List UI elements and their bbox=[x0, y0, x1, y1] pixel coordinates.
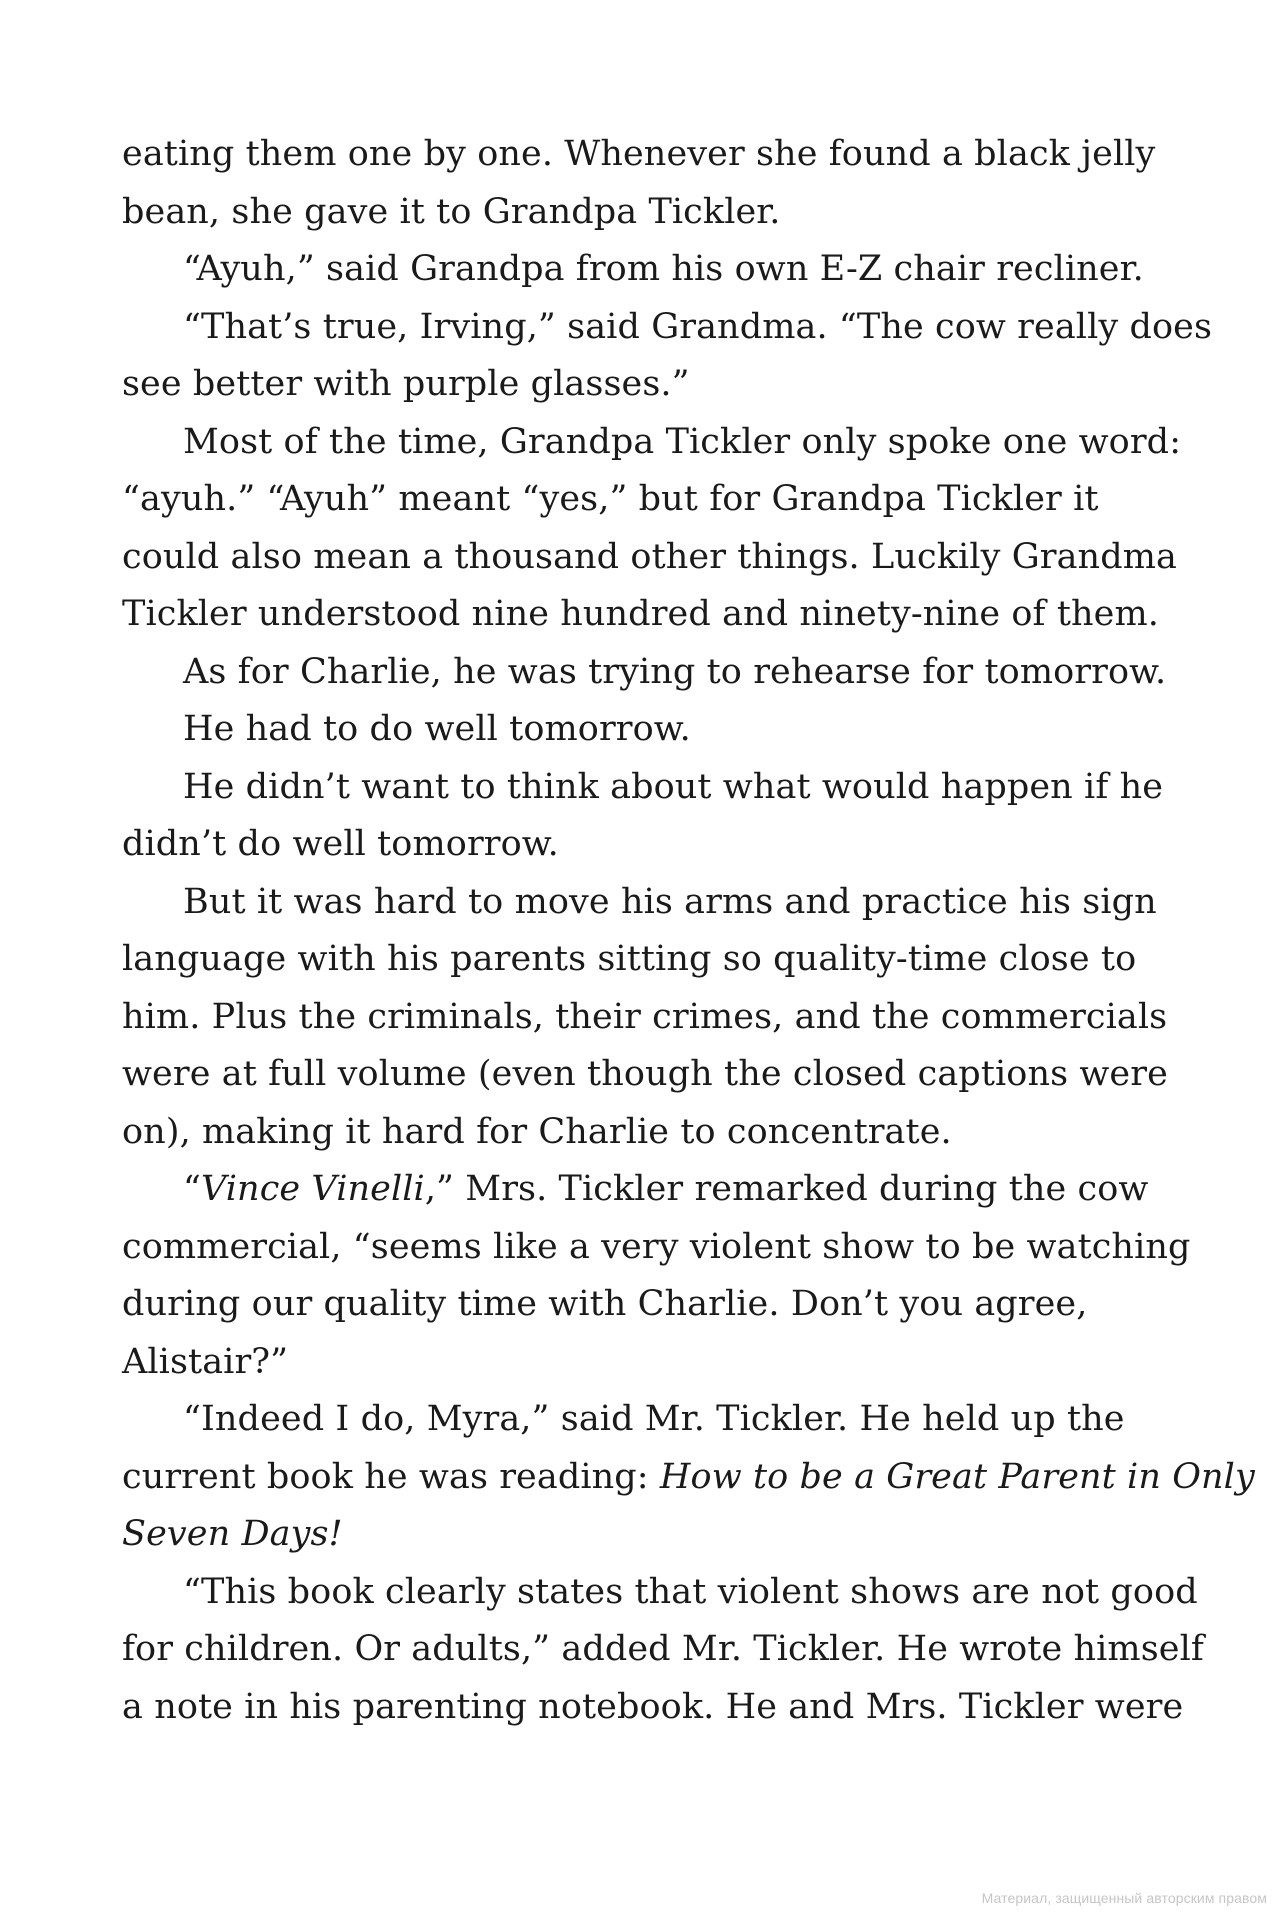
text-line: could also mean a thousand other things. Luckily Grandma bbox=[122, 536, 1177, 577]
show-title-italic: Vince Vinelli bbox=[201, 1169, 425, 1209]
text-line: He had to do well tomorrow. bbox=[183, 709, 691, 749]
text-line: eating them one by one. Whenever she found a black jelly bbox=[122, 134, 1156, 174]
text-line: “That’s true, Irving,” said Grandma. “The cow really does bbox=[183, 306, 1213, 347]
text-line: see better with purple glasses.” bbox=[122, 364, 690, 404]
text-line: were at full volume (even though the closed captions were bbox=[122, 1054, 1168, 1094]
text-line: Alistair?” bbox=[122, 1341, 289, 1382]
text-line: a note in his parenting notebook. He and Mrs. Tickler were bbox=[122, 1686, 1184, 1727]
text-segment: “ bbox=[183, 1169, 201, 1209]
text-line: during our quality time with Charlie. Don’t you agree, bbox=[122, 1284, 1088, 1324]
text-line bbox=[122, 1161, 1162, 1219]
book-page-body bbox=[122, 126, 1255, 1736]
text-line: on), making it hard for Charlie to concentrate. bbox=[122, 1111, 952, 1152]
text-segment: ,” Mrs. Tickler remarked during the cow bbox=[424, 1169, 1149, 1209]
text-line: “ayuh.” “Ayuh” meant “yes,” but for Grandpa Tickler it bbox=[122, 479, 1099, 519]
text-line: didn’t do well tomorrow. bbox=[122, 824, 559, 864]
text-line: for children. Or adults,” added Mr. Tickler. He wrote himself bbox=[122, 1629, 1204, 1669]
text-line: But it was hard to move his arms and practice his sign bbox=[183, 881, 1157, 922]
text-line: Most of the time, Grandpa Tickler only spoke one word: bbox=[183, 421, 1182, 462]
text-line: Tickler understood nine hundred and ninety-nine of them. bbox=[122, 594, 1159, 634]
text-line: him. Plus the criminals, their crimes, and the commercials bbox=[122, 996, 1168, 1037]
text-line bbox=[122, 1449, 1255, 1507]
text-line: “This book clearly states that violent shows are not good bbox=[183, 1571, 1198, 1612]
text-line: He didn’t want to think about what would happen if he bbox=[183, 766, 1164, 807]
book-title-italic-line: Seven Days! bbox=[122, 1514, 343, 1554]
text-line: “Ayuh,” said Grandpa from his own E-Z chair recliner. bbox=[183, 249, 1144, 289]
text-line: “Indeed I do, Myra,” said Mr. Tickler. He held up the bbox=[183, 1399, 1125, 1439]
text-line: bean, she gave it to Grandpa Tickler. bbox=[122, 191, 781, 232]
book-title-italic: How to be a Great Parent in Only bbox=[659, 1456, 1255, 1497]
text-line: commercial, “seems like a very violent show to be watching bbox=[122, 1226, 1191, 1267]
text-line: language with his parents sitting so quality-time close to bbox=[122, 939, 1137, 979]
copyright-watermark: Материал, защищенный авторским правом bbox=[981, 1890, 1267, 1906]
text-line: As for Charlie, he was trying to rehearse for tomorrow. bbox=[183, 651, 1167, 692]
text-segment: current book he was reading: bbox=[122, 1456, 660, 1497]
